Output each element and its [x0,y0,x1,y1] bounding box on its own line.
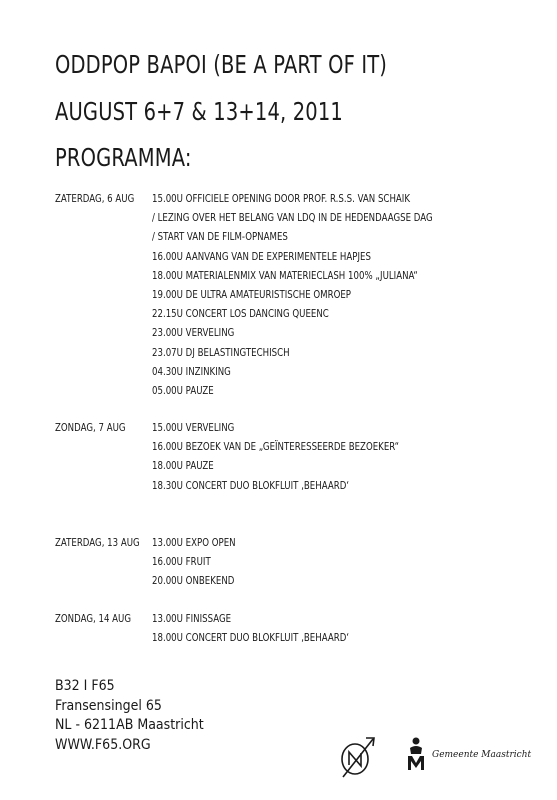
day-label-sun-14: ZONDAG, 14 AUG [55,613,132,625]
list-item: 23.07U DJ BELASTINGTECHISCH [152,346,290,359]
list-item: 15.00U VERVELING [152,422,235,434]
f65-logo-icon [335,735,379,779]
list-item: 16.00U AANVANG VAN DE EXPERIMENTELE HAPJES [152,250,371,263]
street-address: Fransensingel 65 [55,697,162,714]
list-item: 15.00U OFFICIELE OPENING DOOR PROF. R.S.S. VAN SCHAIK [152,193,411,205]
venue-name: B32 I F65 [55,678,115,694]
list-item: 16.00U FRUIT [152,556,211,569]
list-item: 05.00U PAUZE [152,384,214,397]
gemeente-maastricht-label: Gemeente Maastricht [432,750,532,760]
list-item: 18.30U CONCERT DUO BLOKFLUIT ‚BEHAARD‘ [152,479,350,492]
list-item: 13.00U FINISSAGE [152,613,232,625]
list-item: 18.00U CONCERT DUO BLOKFLUIT ‚BEHAARD‘ [152,632,350,645]
day-items-sat-13 [152,534,254,592]
list-item: 19.00U DE ULTRA AMATEURISTISCHE OMROEP [152,288,351,301]
list-item: 18.00U MATERIALENMIX VAN MATERIECLASH 100% „JULIANA“ [152,269,418,282]
day-items-sun-14 [152,610,392,648]
day-label-sat-13: ZATERDAG, 13 AUG [55,537,140,549]
list-item: 18.00U PAUZE [152,460,214,473]
list-item: 20.00U ONBEKEND [152,575,235,588]
list-item: 16.00U BEZOEK VAN DE „GEÏNTERESSEERDE BEZOEKER“ [152,441,400,454]
postal-city: NL - 6211AB Maastricht [55,717,204,733]
event-title: ODDPOP BAPOI (BE A PART OF IT) [55,50,388,79]
list-item: / LEZING OVER HET BELANG VAN LDQ IN DE HEDENDAAGSE DAG [152,212,433,225]
day-label-sat-6: ZATERDAG, 6 AUG [55,193,135,205]
day-label-sun-7: ZONDAG, 7 AUG [55,422,126,434]
gemeente-maastricht-logo-icon [405,736,427,772]
event-dates: AUGUST 6+7 & 13+14, 2011 [55,97,343,126]
list-item: 22.15U CONCERT LOS DANCING QUEENC [152,308,329,321]
list-item: 23.00U VERVELING [152,327,235,340]
day-items-sat-6 [152,190,494,401]
venue-address [55,677,220,755]
day-items-sun-7 [152,419,453,496]
list-item: 04.30U INZINKING [152,365,231,378]
programme-heading: PROGRAMMA: [55,143,192,172]
list-item: / START VAN DE FILM-OPNAMES [152,231,288,244]
website-link[interactable]: WWW.F65.ORG [55,736,151,753]
list-item: 13.00U EXPO OPEN [152,537,236,549]
